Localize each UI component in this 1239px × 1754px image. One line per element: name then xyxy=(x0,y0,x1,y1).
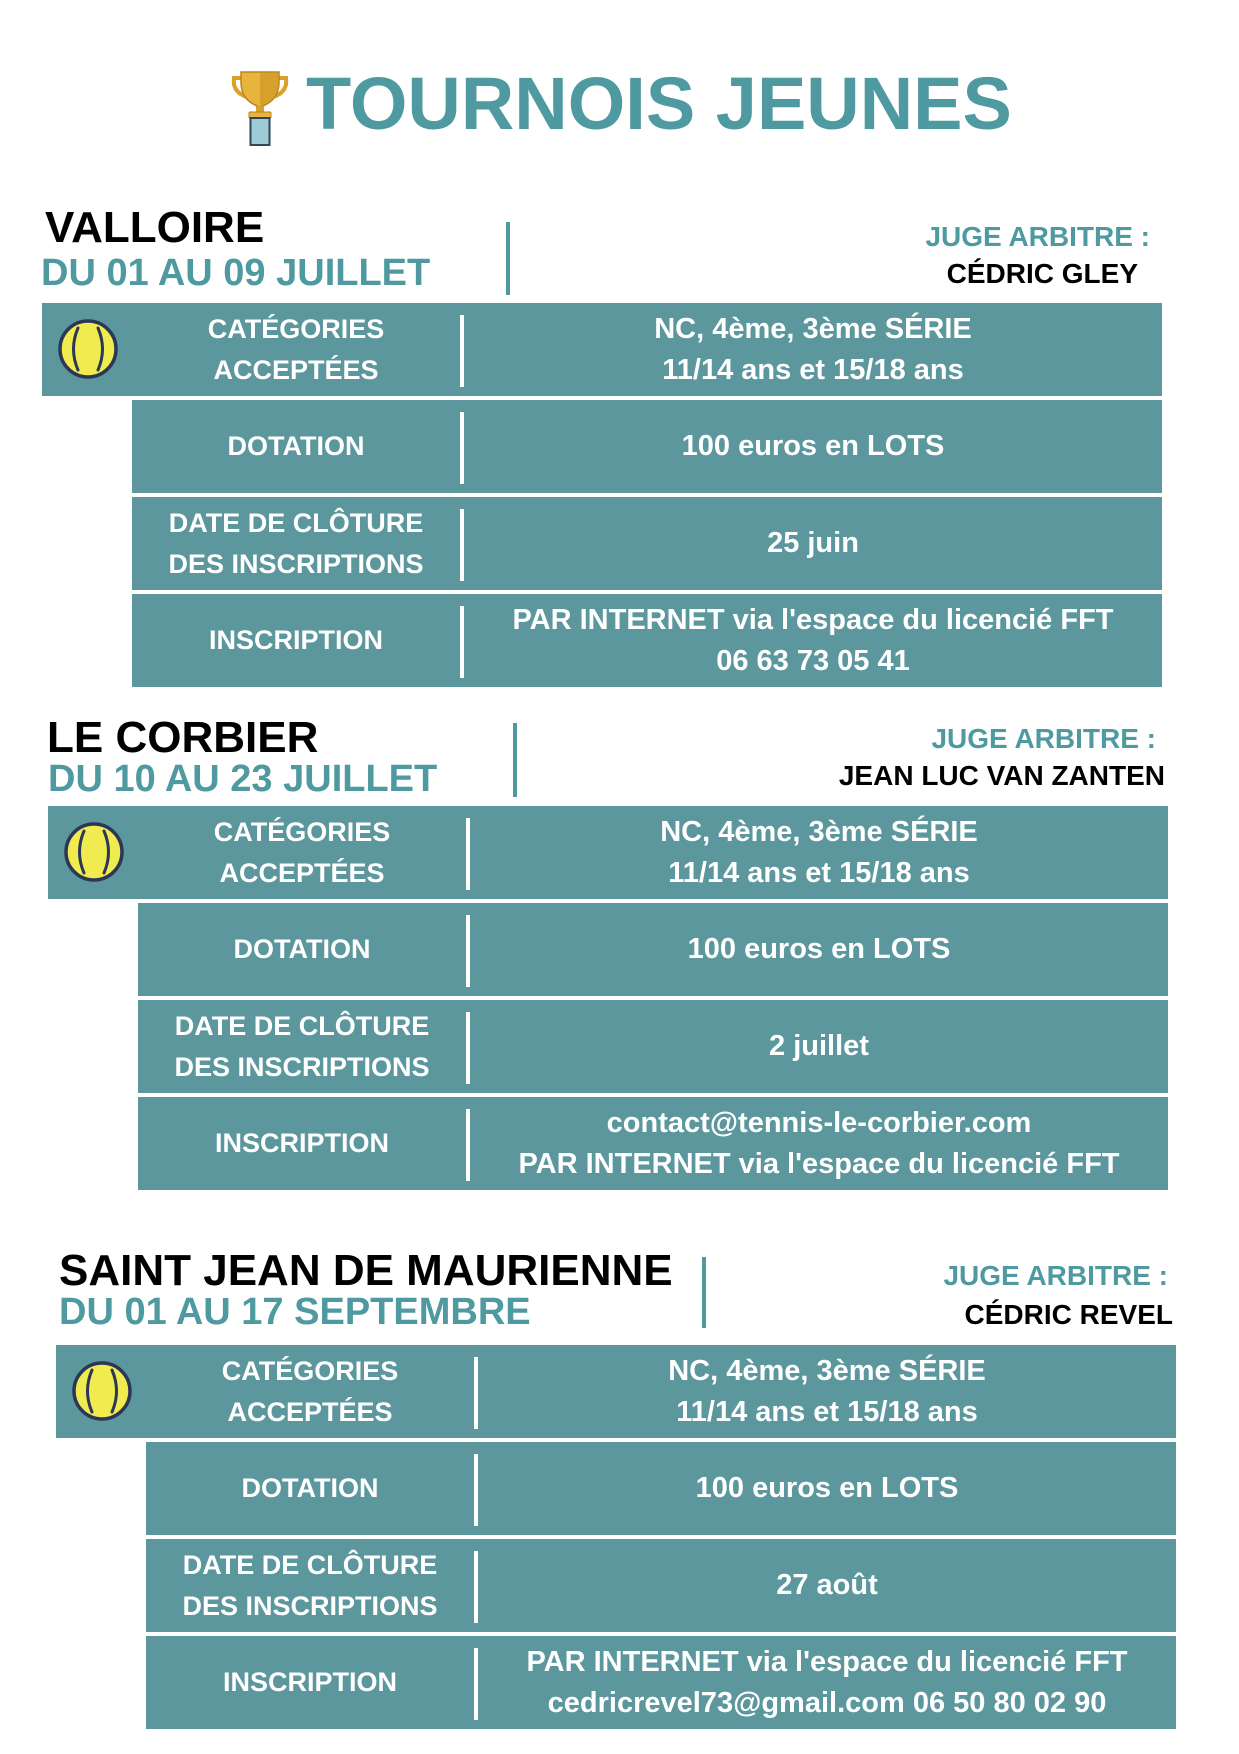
row-label-line: DOTATION xyxy=(241,1473,379,1503)
row-label xyxy=(132,497,460,590)
row-label-line: DATE DE CLÔTURE xyxy=(182,1549,438,1580)
row-value-line: 11/14 ans et 15/18 ans xyxy=(676,1395,978,1428)
row-label xyxy=(132,400,460,493)
trophy-icon xyxy=(229,70,291,147)
row-dotation xyxy=(132,400,1162,493)
tournament-town: LE CORBIER xyxy=(47,713,319,762)
row-value xyxy=(470,806,1168,899)
tennis-ball-icon xyxy=(62,820,126,884)
tournament-dates: DU 10 AU 23 JUILLET xyxy=(48,758,438,800)
row-value xyxy=(464,400,1162,493)
row-value-line: 11/14 ans et 15/18 ans xyxy=(668,856,970,889)
row-label-line: DES INSCRIPTIONS xyxy=(168,548,424,579)
tournament-town: SAINT JEAN DE MAURIENNE xyxy=(59,1246,673,1295)
row-label xyxy=(132,303,460,396)
row-label-line: DOTATION xyxy=(233,934,371,964)
row-inscription xyxy=(146,1636,1176,1729)
row-value-line: PAR INTERNET via l'espace du licencié FFT xyxy=(518,1147,1120,1180)
row-label xyxy=(138,1097,466,1190)
info-table xyxy=(48,806,1168,1190)
row-value-line: 100 euros en LOTS xyxy=(695,1472,959,1504)
row-closing-date xyxy=(132,497,1162,590)
row-label xyxy=(138,903,466,996)
row-value-line: PAR INTERNET via l'espace du licencié FFT xyxy=(512,603,1114,636)
row-label xyxy=(146,1442,474,1535)
row-closing-date xyxy=(138,1000,1168,1093)
row-label-line: INSCRIPTION xyxy=(214,1128,389,1158)
row-label-line: INSCRIPTION xyxy=(222,1667,397,1697)
row-label-line: DATE DE CLÔTURE xyxy=(168,507,424,538)
row-dotation xyxy=(138,903,1168,996)
row-value xyxy=(478,1539,1176,1632)
row-closing-date xyxy=(146,1539,1176,1632)
row-value xyxy=(464,594,1162,687)
row-value-line: 100 euros en LOTS xyxy=(681,430,945,462)
row-value-line: NC, 4ème, 3ème SÉRIE xyxy=(668,1354,986,1387)
row-label-line: ACCEPTÉES xyxy=(227,1396,393,1427)
row-label-line: ACCEPTÉES xyxy=(219,857,385,888)
tennis-ball-icon xyxy=(70,1359,134,1423)
row-label-line: ACCEPTÉES xyxy=(213,354,379,385)
tournament-dates: DU 01 AU 17 SEPTEMBRE xyxy=(59,1291,531,1333)
row-label xyxy=(146,1345,474,1438)
row-label-line: DES INSCRIPTIONS xyxy=(174,1051,430,1082)
header-divider xyxy=(506,222,510,295)
row-label-line: DATE DE CLÔTURE xyxy=(174,1010,430,1041)
row-value-line: 25 juin xyxy=(767,527,859,559)
row-inscription xyxy=(132,594,1162,687)
row-value-line: NC, 4ème, 3ème SÉRIE xyxy=(660,815,978,848)
row-value-line: 11/14 ans et 15/18 ans xyxy=(662,353,964,386)
row-value xyxy=(478,1345,1176,1438)
row-label-line: CATÉGORIES xyxy=(213,816,391,847)
row-value-line: 27 août xyxy=(776,1569,878,1601)
page-title: TOURNOIS JEUNES xyxy=(306,62,1012,145)
row-label-line: CATÉGORIES xyxy=(207,313,385,344)
info-table xyxy=(42,303,1162,687)
row-value-line: 06 63 73 05 41 xyxy=(716,644,910,677)
row-value xyxy=(478,1442,1176,1535)
row-value xyxy=(470,1000,1168,1093)
row-inscription xyxy=(138,1097,1168,1190)
row-value-line: contact@tennis-le-corbier.com xyxy=(606,1106,1032,1139)
row-label xyxy=(138,1000,466,1093)
row-label xyxy=(146,1539,474,1632)
tournament-dates: DU 01 AU 09 JUILLET xyxy=(41,252,431,294)
row-value-line: NC, 4ème, 3ème SÉRIE xyxy=(654,312,972,345)
row-label xyxy=(146,1636,474,1729)
row-value-line: cedricrevel73@gmail.com 06 50 80 02 90 xyxy=(547,1686,1107,1719)
info-table xyxy=(56,1345,1176,1729)
judge-label: JUGE ARBITRE : xyxy=(931,723,1156,754)
row-label-line: DES INSCRIPTIONS xyxy=(182,1590,438,1621)
row-value xyxy=(464,497,1162,590)
header-divider xyxy=(702,1257,706,1328)
row-value xyxy=(464,303,1162,396)
row-categories xyxy=(56,1345,1176,1438)
row-value-line: PAR INTERNET via l'espace du licencié FFT xyxy=(526,1645,1128,1678)
judge-name: CÉDRIC GLEY xyxy=(946,258,1138,289)
row-value-line: 100 euros en LOTS xyxy=(687,933,951,965)
tennis-ball-icon xyxy=(56,317,120,381)
row-categories xyxy=(48,806,1168,899)
row-label xyxy=(138,806,466,899)
row-label-line: INSCRIPTION xyxy=(208,625,383,655)
row-value-line: 2 juillet xyxy=(769,1030,869,1062)
row-label-line: CATÉGORIES xyxy=(221,1355,399,1386)
judge-label: JUGE ARBITRE : xyxy=(925,221,1150,252)
row-categories xyxy=(42,303,1162,396)
row-dotation xyxy=(146,1442,1176,1535)
row-label xyxy=(132,594,460,687)
row-value xyxy=(470,1097,1168,1190)
judge-name: JEAN LUC VAN ZANTEN xyxy=(838,760,1165,791)
row-value xyxy=(478,1636,1176,1729)
tournament-town: VALLOIRE xyxy=(45,203,265,252)
row-label-line: DOTATION xyxy=(227,431,365,461)
judge-name: CÉDRIC REVEL xyxy=(964,1299,1173,1330)
header-divider xyxy=(513,723,517,797)
judge-label: JUGE ARBITRE : xyxy=(943,1260,1168,1291)
row-value xyxy=(470,903,1168,996)
